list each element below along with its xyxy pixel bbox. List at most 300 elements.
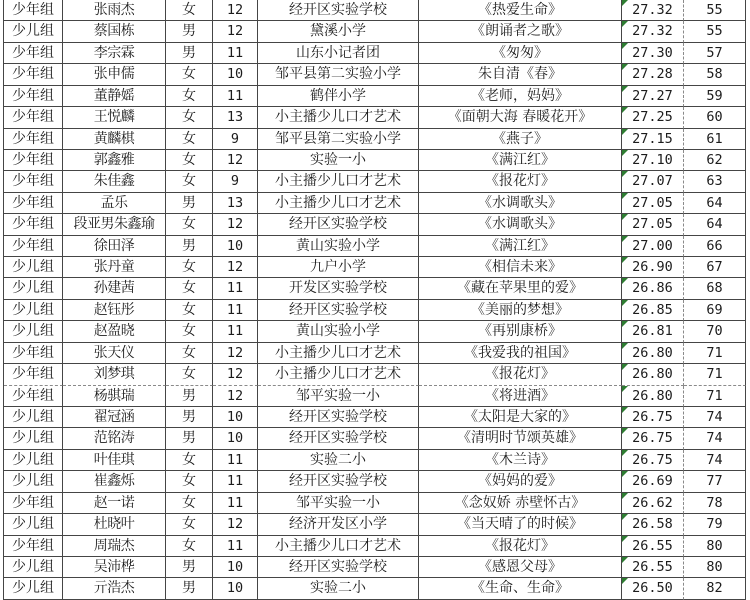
score-value: 26.80 — [632, 344, 673, 361]
cell-group[interactable]: 少年组 — [4, 64, 63, 85]
cell-name[interactable]: 翟冠涵 — [63, 407, 166, 428]
cell-piece[interactable]: 《老师，妈妈》 — [419, 86, 622, 107]
cell-name[interactable]: 黄麟棋 — [63, 129, 166, 150]
cell-rank[interactable]: 71 — [684, 364, 746, 385]
cell-piece[interactable]: 《太阳是大家的》 — [419, 407, 622, 428]
cell-age[interactable]: 12 — [213, 514, 258, 535]
cell-group[interactable]: 少年组 — [4, 214, 63, 235]
score-value: 26.75 — [632, 409, 673, 426]
cell-rank[interactable]: 63 — [684, 171, 746, 192]
table-row — [4, 0, 747, 21]
cell-age[interactable]: 13 — [213, 107, 258, 128]
cell-school[interactable]: 小主播少儿口才艺术 — [258, 171, 419, 192]
table-row — [4, 407, 747, 428]
cell-name[interactable]: 范铭涛 — [63, 428, 166, 449]
cell-score[interactable] — [622, 364, 684, 385]
cell-piece[interactable]: 《念奴娇 赤壁怀古》 — [419, 493, 622, 514]
cell-age[interactable]: 11 — [213, 321, 258, 342]
cell-name[interactable]: 孟乐 — [63, 193, 166, 214]
cell-name[interactable]: 郭鑫雅 — [63, 150, 166, 171]
number-as-text-indicator-icon — [622, 214, 628, 220]
cell-rank[interactable]: 68 — [684, 278, 746, 299]
table-row — [4, 150, 747, 171]
cell-piece[interactable]: 《报花灯》 — [419, 171, 622, 192]
cell-gender[interactable]: 女 — [166, 214, 213, 235]
score-value: 27.00 — [632, 237, 673, 254]
cell-score[interactable] — [622, 193, 684, 214]
cell-rank[interactable]: 71 — [684, 386, 746, 407]
cell-school[interactable]: 开发区实验学校 — [258, 278, 419, 299]
cell-score[interactable] — [622, 257, 684, 278]
cell-group[interactable]: 少年组 — [4, 536, 63, 557]
cell-piece[interactable]: 《面朝大海 春暖花开》 — [419, 107, 622, 128]
table-row — [4, 343, 747, 364]
cell-group[interactable]: 少年组 — [4, 86, 63, 107]
cell-age[interactable]: 11 — [213, 86, 258, 107]
cell-school[interactable]: 小主播少儿口才艺术 — [258, 107, 419, 128]
cell-score[interactable] — [622, 557, 684, 578]
number-as-text-indicator-icon — [622, 278, 628, 284]
cell-name[interactable]: 王悦麟 — [63, 107, 166, 128]
score-value: 26.90 — [632, 259, 673, 276]
cell-group[interactable]: 少年组 — [4, 493, 63, 514]
cell-piece[interactable]: 《清明时节颂英雄》 — [419, 428, 622, 449]
score-value: 27.30 — [632, 44, 673, 61]
cell-rank[interactable]: 74 — [684, 407, 746, 428]
score-value: 27.15 — [632, 130, 673, 147]
cell-rank[interactable]: 82 — [684, 578, 746, 599]
cell-piece[interactable]: 《水调歌头》 — [419, 193, 622, 214]
cell-age[interactable]: 10 — [213, 407, 258, 428]
cell-school[interactable]: 黄山实验小学 — [258, 321, 419, 342]
number-as-text-indicator-icon — [622, 43, 628, 49]
cell-school[interactable]: 经开区实验学校 — [258, 407, 419, 428]
cell-name[interactable]: 张雨杰 — [63, 0, 166, 21]
score-value: 26.86 — [632, 280, 673, 297]
cell-group[interactable]: 少儿组 — [4, 514, 63, 535]
cell-gender[interactable]: 女 — [166, 514, 213, 535]
cell-name[interactable]: 刘梦琪 — [63, 364, 166, 385]
cell-group[interactable]: 少年组 — [4, 343, 63, 364]
cell-group[interactable]: 少儿组 — [4, 428, 63, 449]
cell-age[interactable]: 12 — [213, 0, 258, 21]
number-as-text-indicator-icon — [622, 300, 628, 306]
table-row — [4, 364, 747, 385]
number-as-text-indicator-icon — [622, 129, 628, 135]
score-value: 27.25 — [632, 109, 673, 126]
table-row — [4, 493, 747, 514]
number-as-text-indicator-icon — [622, 407, 628, 413]
score-value: 26.80 — [632, 366, 673, 383]
cell-rank[interactable]: 61 — [684, 129, 746, 150]
cell-score[interactable] — [622, 21, 684, 42]
table-row — [4, 450, 747, 471]
cell-group[interactable]: 少年组 — [4, 236, 63, 257]
cell-rank[interactable]: 64 — [684, 193, 746, 214]
cell-gender[interactable]: 女 — [166, 471, 213, 492]
cell-rank[interactable]: 74 — [684, 450, 746, 471]
cell-school[interactable]: 经开区实验学校 — [258, 428, 419, 449]
score-value: 26.69 — [632, 473, 673, 490]
cell-school[interactable]: 实验二小 — [258, 450, 419, 471]
number-as-text-indicator-icon — [622, 343, 628, 349]
cell-group[interactable]: 少儿组 — [4, 300, 63, 321]
cell-piece[interactable]: 《匆匆》 — [419, 43, 622, 64]
cell-name[interactable]: 赵一诺 — [63, 493, 166, 514]
cell-rank[interactable]: 77 — [684, 471, 746, 492]
cell-gender[interactable]: 女 — [166, 257, 213, 278]
cell-group[interactable]: 少年组 — [4, 193, 63, 214]
cell-school[interactable]: 经开区实验学校 — [258, 214, 419, 235]
cell-group[interactable]: 少儿组 — [4, 578, 63, 599]
cell-rank[interactable]: 59 — [684, 86, 746, 107]
cell-score[interactable] — [622, 407, 684, 428]
cell-piece[interactable]: 《报花灯》 — [419, 364, 622, 385]
cell-school[interactable]: 小主播少儿口才艺术 — [258, 364, 419, 385]
cell-rank[interactable]: 74 — [684, 428, 746, 449]
score-value: 27.32 — [632, 23, 673, 40]
cell-name[interactable]: 杜晓叶 — [63, 514, 166, 535]
cell-age[interactable]: 11 — [213, 43, 258, 64]
cell-name[interactable]: 董静媱 — [63, 86, 166, 107]
cell-group[interactable]: 少儿组 — [4, 21, 63, 42]
table-row — [4, 21, 747, 42]
cell-gender[interactable]: 男 — [166, 407, 213, 428]
cell-name[interactable]: 叶佳琪 — [63, 450, 166, 471]
cell-age[interactable]: 12 — [213, 21, 258, 42]
cell-rank[interactable]: 57 — [684, 43, 746, 64]
cell-group[interactable]: 少儿组 — [4, 278, 63, 299]
cell-rank[interactable]: 66 — [684, 236, 746, 257]
cell-age[interactable]: 12 — [213, 150, 258, 171]
cell-score[interactable] — [622, 493, 684, 514]
score-value: 27.28 — [632, 66, 673, 83]
score-value: 26.62 — [632, 494, 673, 511]
cell-name[interactable]: 蔡国栋 — [63, 21, 166, 42]
table-row — [4, 471, 747, 492]
score-value: 27.32 — [632, 2, 673, 18]
cell-gender[interactable]: 男 — [166, 428, 213, 449]
cell-gender[interactable]: 女 — [166, 107, 213, 128]
cell-gender[interactable]: 女 — [166, 343, 213, 364]
cell-school[interactable]: 实验二小 — [258, 578, 419, 599]
cell-piece[interactable]: 《美丽的梦想》 — [419, 300, 622, 321]
cell-group[interactable]: 少儿组 — [4, 450, 63, 471]
number-as-text-indicator-icon — [622, 386, 628, 392]
cell-score[interactable] — [622, 536, 684, 557]
cell-score[interactable] — [622, 64, 684, 85]
number-as-text-indicator-icon — [622, 21, 628, 27]
cell-piece[interactable]: 《满江红》 — [419, 236, 622, 257]
number-as-text-indicator-icon — [622, 557, 628, 563]
cell-piece[interactable]: 《朗诵者之歌》 — [419, 21, 622, 42]
cell-age[interactable]: 10 — [213, 236, 258, 257]
cell-gender[interactable]: 女 — [166, 364, 213, 385]
cell-rank[interactable]: 80 — [684, 557, 746, 578]
cell-rank[interactable]: 55 — [684, 21, 746, 42]
cell-group[interactable]: 少年组 — [4, 0, 63, 21]
cell-piece[interactable]: 《生命、生命》 — [419, 578, 622, 599]
cell-score[interactable] — [622, 578, 684, 599]
cell-age[interactable]: 10 — [213, 64, 258, 85]
cell-rank[interactable]: 60 — [684, 107, 746, 128]
cell-school[interactable]: 鹤伴小学 — [258, 86, 419, 107]
number-as-text-indicator-icon — [622, 536, 628, 542]
cell-age[interactable]: 11 — [213, 536, 258, 557]
cell-rank[interactable]: 67 — [684, 257, 746, 278]
number-as-text-indicator-icon — [622, 86, 628, 92]
score-value: 26.55 — [632, 537, 673, 554]
cell-score[interactable] — [622, 514, 684, 535]
cell-score[interactable] — [622, 386, 684, 407]
cell-piece[interactable]: 《感恩父母》 — [419, 557, 622, 578]
cell-age[interactable]: 12 — [213, 257, 258, 278]
cell-school[interactable]: 小主播少儿口才艺术 — [258, 193, 419, 214]
cell-gender[interactable]: 男 — [166, 557, 213, 578]
cell-gender[interactable]: 女 — [166, 171, 213, 192]
cell-gender[interactable]: 女 — [166, 450, 213, 471]
cell-rank[interactable]: 71 — [684, 343, 746, 364]
cell-piece[interactable]: 《我爱我的祖国》 — [419, 343, 622, 364]
cell-piece[interactable]: 《藏在苹果里的爱》 — [419, 278, 622, 299]
cell-rank[interactable]: 79 — [684, 514, 746, 535]
cell-age[interactable]: 11 — [213, 278, 258, 299]
number-as-text-indicator-icon — [622, 428, 628, 434]
cell-age[interactable]: 11 — [213, 450, 258, 471]
cell-name[interactable]: 段亚男朱鑫瑜 — [63, 214, 166, 235]
table-row — [4, 236, 747, 257]
cell-name[interactable]: 崔鑫烁 — [63, 471, 166, 492]
cell-group[interactable]: 少儿组 — [4, 407, 63, 428]
number-as-text-indicator-icon — [622, 171, 628, 177]
cell-group[interactable]: 少年组 — [4, 171, 63, 192]
cell-name[interactable]: 杨骐瑞 — [63, 386, 166, 407]
cell-gender[interactable]: 女 — [166, 321, 213, 342]
cell-school[interactable]: 经开区实验学校 — [258, 300, 419, 321]
cell-group[interactable]: 少年组 — [4, 364, 63, 385]
cell-piece[interactable]: 《报花灯》 — [419, 536, 622, 557]
cell-rank[interactable]: 70 — [684, 321, 746, 342]
cell-score[interactable] — [622, 214, 684, 235]
cell-gender[interactable]: 男 — [166, 578, 213, 599]
cell-gender[interactable]: 女 — [166, 278, 213, 299]
cell-age[interactable]: 12 — [213, 364, 258, 385]
cell-school[interactable]: 邹平县第二实验小学 — [258, 64, 419, 85]
cell-gender[interactable]: 女 — [166, 493, 213, 514]
cell-school[interactable]: 经开区实验学校 — [258, 0, 419, 21]
cell-score[interactable] — [622, 171, 684, 192]
cell-score[interactable] — [622, 236, 684, 257]
number-as-text-indicator-icon — [622, 193, 628, 199]
cell-score[interactable] — [622, 129, 684, 150]
table-row — [4, 278, 747, 299]
score-value: 26.50 — [632, 580, 673, 597]
score-value: 26.75 — [632, 430, 673, 447]
cell-age[interactable]: 11 — [213, 471, 258, 492]
number-as-text-indicator-icon — [622, 64, 628, 70]
cell-group[interactable]: 少儿组 — [4, 257, 63, 278]
cell-gender[interactable]: 女 — [166, 86, 213, 107]
cell-name[interactable]: 赵盈晓 — [63, 321, 166, 342]
score-value: 26.58 — [632, 516, 673, 533]
cell-score[interactable] — [622, 471, 684, 492]
cell-group[interactable]: 少年组 — [4, 129, 63, 150]
score-value: 27.27 — [632, 87, 673, 104]
cell-gender[interactable]: 男 — [166, 236, 213, 257]
cell-piece[interactable]: 《燕子》 — [419, 129, 622, 150]
table-row — [4, 428, 747, 449]
cell-score[interactable] — [622, 278, 684, 299]
cell-name[interactable]: 李宗霖 — [63, 43, 166, 64]
cell-group[interactable]: 少儿组 — [4, 557, 63, 578]
table-row — [4, 86, 747, 107]
cell-name[interactable]: 徐田泽 — [63, 236, 166, 257]
cell-school[interactable]: 邹平实验一小 — [258, 386, 419, 407]
cell-age[interactable]: 11 — [213, 300, 258, 321]
cell-age[interactable]: 13 — [213, 193, 258, 214]
cell-school[interactable]: 小主播少儿口才艺术 — [258, 343, 419, 364]
cell-rank[interactable]: 69 — [684, 300, 746, 321]
cell-piece[interactable]: 《再别康桥》 — [419, 321, 622, 342]
cell-piece[interactable]: 《将进酒》 — [419, 386, 622, 407]
cell-score[interactable] — [622, 450, 684, 471]
cell-age[interactable]: 12 — [213, 343, 258, 364]
cell-piece[interactable]: 《满江红》 — [419, 150, 622, 171]
cell-piece[interactable]: 《当天晴了的时候》 — [419, 514, 622, 535]
score-value: 27.10 — [632, 151, 673, 168]
cell-school[interactable]: 邹平县第二实验小学 — [258, 129, 419, 150]
cell-group[interactable]: 少儿组 — [4, 471, 63, 492]
cell-school[interactable]: 黛溪小学 — [258, 21, 419, 42]
table-row — [4, 386, 747, 407]
cell-school[interactable]: 小主播少儿口才艺术 — [258, 536, 419, 557]
cell-age[interactable]: 10 — [213, 557, 258, 578]
table-row — [4, 300, 747, 321]
cell-gender[interactable]: 男 — [166, 43, 213, 64]
table-row — [4, 514, 747, 535]
cell-gender[interactable]: 男 — [166, 193, 213, 214]
table-row — [4, 107, 747, 128]
cell-name[interactable]: 赵钰彤 — [63, 300, 166, 321]
number-as-text-indicator-icon — [622, 236, 628, 242]
cell-age[interactable]: 10 — [213, 578, 258, 599]
cell-school[interactable]: 邹平实验一小 — [258, 493, 419, 514]
cell-piece[interactable]: 《水调歌头》 — [419, 214, 622, 235]
cell-rank[interactable]: 58 — [684, 64, 746, 85]
cell-score[interactable] — [622, 86, 684, 107]
cell-piece[interactable]: 《热爱生命》 — [419, 0, 622, 21]
number-as-text-indicator-icon — [622, 578, 628, 584]
number-as-text-indicator-icon — [622, 450, 628, 456]
cell-name[interactable]: 亓浩杰 — [63, 578, 166, 599]
cell-name[interactable]: 张天仪 — [63, 343, 166, 364]
cell-name[interactable]: 吴沛桦 — [63, 557, 166, 578]
cell-group[interactable]: 少年组 — [4, 107, 63, 128]
cell-age[interactable]: 10 — [213, 428, 258, 449]
number-as-text-indicator-icon — [622, 257, 628, 263]
cell-rank[interactable]: 80 — [684, 536, 746, 557]
cell-age[interactable]: 9 — [213, 129, 258, 150]
cell-piece[interactable]: 朱自清《春》 — [419, 64, 622, 85]
cell-score[interactable] — [622, 300, 684, 321]
number-as-text-indicator-icon — [622, 364, 628, 370]
spreadsheet-grid — [3, 0, 747, 600]
table-row — [4, 43, 747, 64]
cell-school[interactable]: 经开区实验学校 — [258, 557, 419, 578]
cell-group[interactable]: 少年组 — [4, 386, 63, 407]
cell-school[interactable]: 九户小学 — [258, 257, 419, 278]
score-value: 26.81 — [632, 323, 673, 340]
cell-piece[interactable]: 《木兰诗》 — [419, 450, 622, 471]
table-row — [4, 64, 747, 85]
table-row — [4, 321, 747, 342]
cell-score[interactable] — [622, 43, 684, 64]
cell-gender[interactable]: 女 — [166, 300, 213, 321]
cell-gender[interactable]: 女 — [166, 64, 213, 85]
cell-school[interactable]: 经济开发区小学 — [258, 514, 419, 535]
cell-school[interactable]: 经开区实验学校 — [258, 471, 419, 492]
score-value: 26.85 — [632, 301, 673, 318]
table-row — [4, 171, 747, 192]
cell-rank[interactable]: 64 — [684, 214, 746, 235]
cell-age[interactable]: 9 — [213, 171, 258, 192]
cell-name[interactable]: 孙建茜 — [63, 278, 166, 299]
cell-gender[interactable]: 男 — [166, 21, 213, 42]
cell-school[interactable]: 黄山实验小学 — [258, 236, 419, 257]
cell-gender[interactable]: 女 — [166, 150, 213, 171]
cell-score[interactable] — [622, 107, 684, 128]
score-value: 27.05 — [632, 216, 673, 233]
table-row — [4, 536, 747, 557]
cell-gender[interactable]: 女 — [166, 0, 213, 21]
cell-group[interactable]: 少年组 — [4, 43, 63, 64]
score-value: 27.05 — [632, 194, 673, 211]
cell-name[interactable]: 周瑞杰 — [63, 536, 166, 557]
number-as-text-indicator-icon — [622, 150, 628, 156]
cell-name[interactable]: 张申儒 — [63, 64, 166, 85]
cell-gender[interactable]: 女 — [166, 129, 213, 150]
cell-rank[interactable]: 78 — [684, 493, 746, 514]
cell-name[interactable]: 朱佳鑫 — [63, 171, 166, 192]
cell-age[interactable]: 12 — [213, 214, 258, 235]
cell-piece[interactable]: 《相信未来》 — [419, 257, 622, 278]
cell-age[interactable]: 12 — [213, 386, 258, 407]
number-as-text-indicator-icon — [622, 514, 628, 520]
table-row — [4, 578, 747, 599]
cell-gender[interactable]: 女 — [166, 536, 213, 557]
table-row — [4, 193, 747, 214]
cell-name[interactable]: 张丹童 — [63, 257, 166, 278]
cell-school[interactable]: 山东小记者团 — [258, 43, 419, 64]
cell-score[interactable] — [622, 343, 684, 364]
cell-age[interactable]: 11 — [213, 493, 258, 514]
cell-score[interactable] — [622, 150, 684, 171]
table-row — [4, 129, 747, 150]
score-value: 26.80 — [632, 387, 673, 404]
number-as-text-indicator-icon — [622, 471, 628, 477]
cell-group[interactable]: 少儿组 — [4, 321, 63, 342]
cell-rank[interactable]: 55 — [684, 0, 746, 21]
cell-score[interactable] — [622, 0, 684, 21]
cell-gender[interactable]: 男 — [166, 386, 213, 407]
cell-score[interactable] — [622, 428, 684, 449]
number-as-text-indicator-icon — [622, 0, 628, 6]
cell-score[interactable] — [622, 321, 684, 342]
cell-rank[interactable]: 62 — [684, 150, 746, 171]
cell-group[interactable]: 少年组 — [4, 150, 63, 171]
cell-piece[interactable]: 《妈妈的爱》 — [419, 471, 622, 492]
cell-school[interactable]: 实验一小 — [258, 150, 419, 171]
